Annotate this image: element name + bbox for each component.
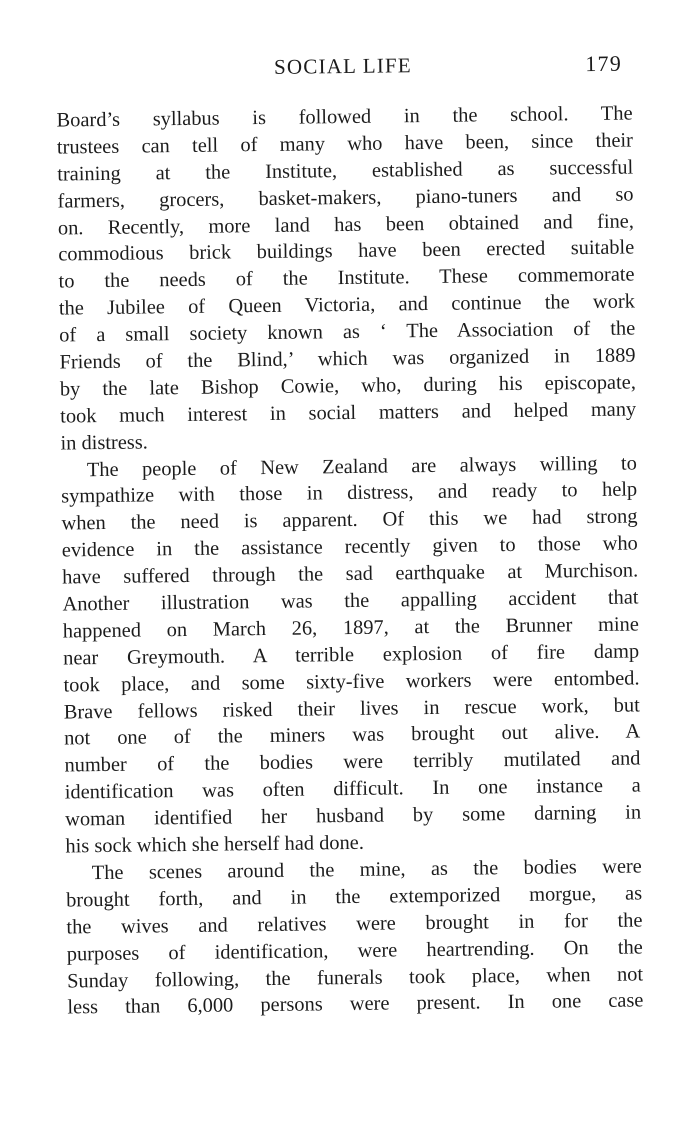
text-line: The people of New Zealand are always willing to: [86, 452, 637, 481]
text-line: to the needs of the Institute. These commemorate: [58, 263, 635, 293]
text-line: purposes of identification, were heartrending. On the: [66, 936, 643, 966]
text-line: number of the bodies were terribly mutilated and: [64, 747, 641, 777]
text-line: happened on March 26, 1897, at the Brunner mine: [62, 613, 639, 643]
text-line: identification was often difficult. In one instance a: [64, 774, 641, 804]
text-line: sympathize with those in distress, and ready to help: [61, 478, 638, 508]
text-line: Sunday following, the funerals took place, when not: [66, 962, 644, 992]
text-line: Another illustration was the appalling accident that: [62, 586, 639, 616]
text-line: training at the Institute, established as successful: [57, 156, 634, 186]
text-line: have suffered through the sad earthquake at Murchison.: [62, 559, 639, 589]
text-line: Brave fellows risked their lives in rescue work, but: [63, 694, 640, 724]
running-head: [54, 51, 632, 88]
text-line: when the need is apparent. Of this we had strong: [61, 505, 638, 535]
text-line: Board’s syllabus is followed in the school. The: [56, 102, 633, 132]
text-line: commodious brick buildings have been erected suitable: [58, 236, 635, 266]
paragraph: [66, 853, 644, 1021]
text-line: evidence in the assistance recently given to those who: [61, 532, 638, 562]
text-line: the wives and relatives were brought in for the: [66, 909, 643, 939]
text-line: farmers, grocers, basket-makers, piano-tuners and so: [57, 183, 634, 213]
running-title: SOCIAL LIFE: [273, 53, 413, 79]
text-line: less than 6,000 persons were present. In one case: [67, 989, 644, 1019]
page-number: 179: [585, 50, 623, 77]
body-text: [56, 101, 643, 1022]
text-line: The scenes around the mine, as the bodies were: [91, 855, 642, 885]
text-line: near Greymouth. A terrible explosion of fire damp: [63, 640, 640, 670]
text-line: took much interest in social matters and helped many: [60, 398, 637, 428]
text-line: the Jubilee of Queen Victoria, and continue the work: [58, 290, 636, 320]
paragraph: [56, 101, 636, 458]
paragraph: [61, 450, 642, 860]
text-line: his sock which she herself had done.: [65, 831, 365, 858]
text-line: trustees can tell of many who have been, since their: [56, 129, 634, 159]
text-line: took place, and some sixty-five workers were entombed.: [63, 667, 640, 697]
text-line: Friends of the Blind,’ which was organized in 1889: [59, 344, 636, 374]
text-line: not one of the miners was brought out alive. A: [64, 720, 641, 750]
text-line: by the late Bishop Cowie, who, during his episcopate,: [59, 371, 636, 401]
text-line: on. Recently, more land has been obtained and fine,: [57, 210, 635, 240]
text-line: in distress.: [60, 431, 148, 455]
text-line: woman identified her husband by some darning in: [65, 801, 642, 831]
text-line: brought forth, and in the extemporized morgue, as: [66, 882, 643, 912]
text-line: of a small society known as ‘ The Association of the: [59, 317, 636, 347]
